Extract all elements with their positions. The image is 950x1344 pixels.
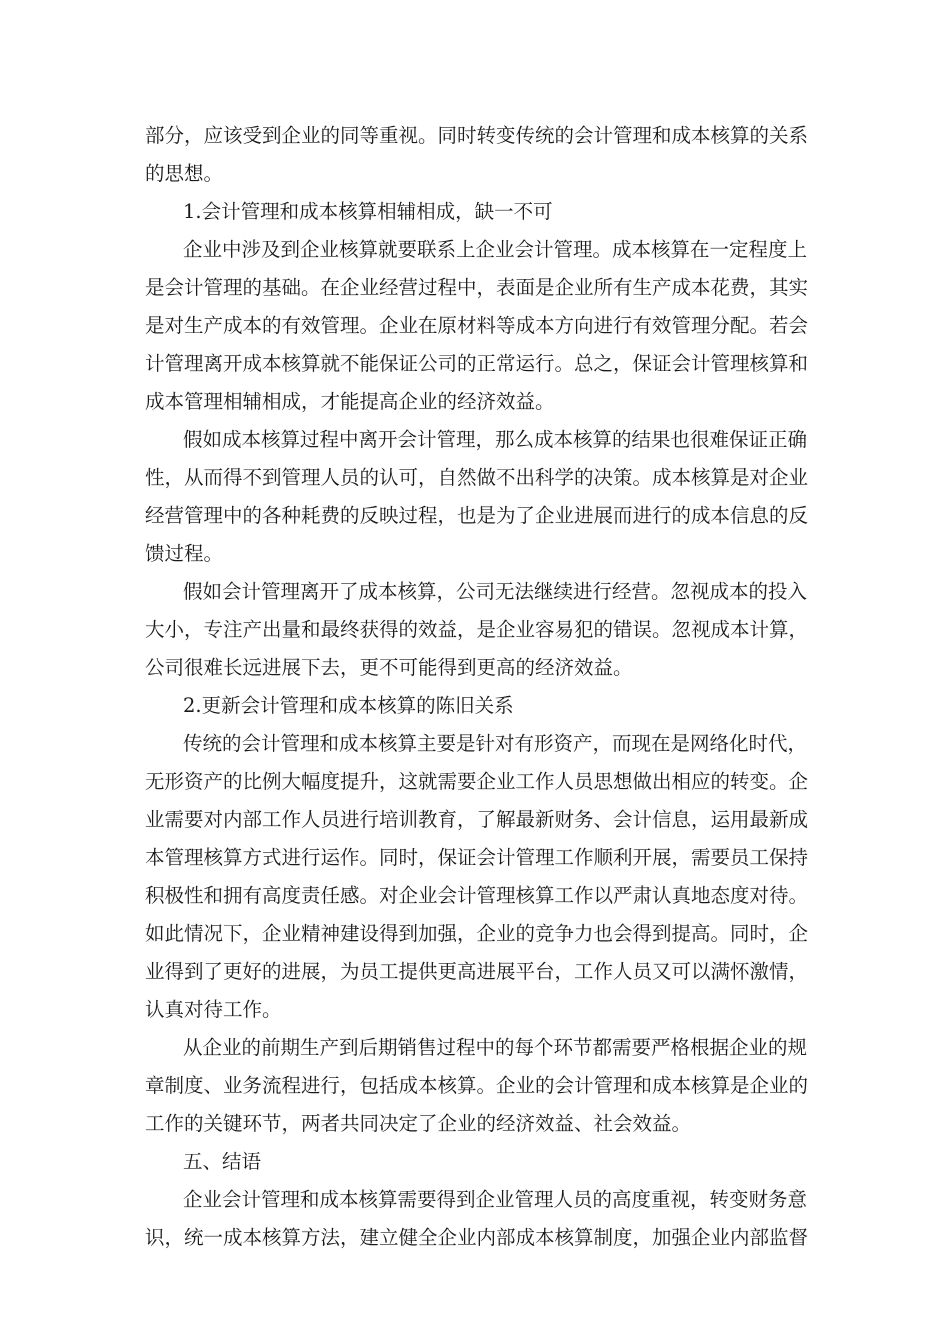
text-line-4: 企业中涉及到企业核算就要联系上企业会计管理。成本核算在一定程度上 (183, 238, 808, 261)
text-line-22: 如此情况下，企业精神建设得到加强，企业的竞争力也会得到提高。同时，企 (145, 922, 809, 945)
text-line-12: 馈过程。 (145, 542, 224, 565)
text-line-7: 计管理离开成本核算就不能保证公司的正常运行。总之，保证会计管理核算和 (145, 352, 809, 375)
text-line-5: 是会计管理的基础。在企业经营过程中，表面是企业所有生产成本花费，其实 (145, 276, 809, 299)
text-line-8: 成本管理相辅相成，才能提高企业的经济效益。 (145, 390, 555, 413)
text-line-20: 本管理核算方式进行运作。同时，保证会计管理工作顺利开展，需要员工保持 (145, 846, 809, 869)
text-line-19: 业需要对内部工作人员进行培训教育，了解最新财务、会计信息，运用最新成 (145, 808, 809, 831)
text-line-25: 从企业的前期生产到后期销售过程中的每个环节都需要严格根据企业的规 (183, 1036, 808, 1059)
text-line-30: 识，统一成本核算方法，建立健全企业内部成本核算制度，加强企业内部监督 (145, 1226, 809, 1249)
text-line-6: 是对生产成本的有效管理。企业在原材料等成本方向进行有效管理分配。若会 (145, 314, 809, 337)
section-heading-1: 1.会计管理和成本核算相辅相成，缺一不可 (183, 200, 553, 223)
section-heading-conclusion: 五、结语 (183, 1150, 262, 1173)
text-line-21: 积极性和拥有高度责任感。对企业会计管理核算工作以严肃认真地态度对待。 (145, 884, 809, 907)
text-line-9: 假如成本核算过程中离开会计管理，那么成本核算的结果也很难保证正确 (183, 428, 808, 451)
text-line-11: 经营管理中的各种耗费的反映过程，也是为了企业进展而进行的成本信息的反 (145, 504, 809, 527)
text-line-1: 部分，应该受到企业的同等重视。同时转变传统的会计管理和成本核算的关系 (145, 124, 809, 147)
text-line-15: 公司很难长远进展下去，更不可能得到更高的经济效益。 (145, 656, 633, 679)
text-line-23: 业得到了更好的进展，为员工提供更高进展平台，工作人员又可以满怀激情， (145, 960, 809, 983)
text-line-27: 工作的关键环节，两者共同决定了企业的经济效益、社会效益。 (145, 1112, 692, 1135)
text-line-29: 企业会计管理和成本核算需要得到企业管理人员的高度重视，转变财务意 (183, 1188, 808, 1211)
text-line-14: 大小，专注产出量和最终获得的效益，是企业容易犯的错误。忽视成本计算， (145, 618, 809, 641)
text-line-18: 无形资产的比例大幅度提升，这就需要企业工作人员思想做出相应的转变。企 (145, 770, 809, 793)
text-line-13: 假如会计管理离开了成本核算，公司无法继续进行经营。忽视成本的投入 (183, 580, 808, 603)
text-line-10: 性，从而得不到管理人员的认可，自然做不出科学的决策。成本核算是对企业 (145, 466, 809, 489)
text-line-26: 章制度、业务流程进行，包括成本核算。企业的会计管理和成本核算是企业的 (145, 1074, 809, 1097)
text-line-17: 传统的会计管理和成本核算主要是针对有形资产，而现在是网络化时代， (183, 732, 808, 755)
text-line-2: 的思想。 (145, 162, 224, 185)
section-heading-2: 2.更新会计管理和成本核算的陈旧关系 (183, 694, 514, 717)
text-line-24: 认真对待工作。 (145, 998, 282, 1021)
